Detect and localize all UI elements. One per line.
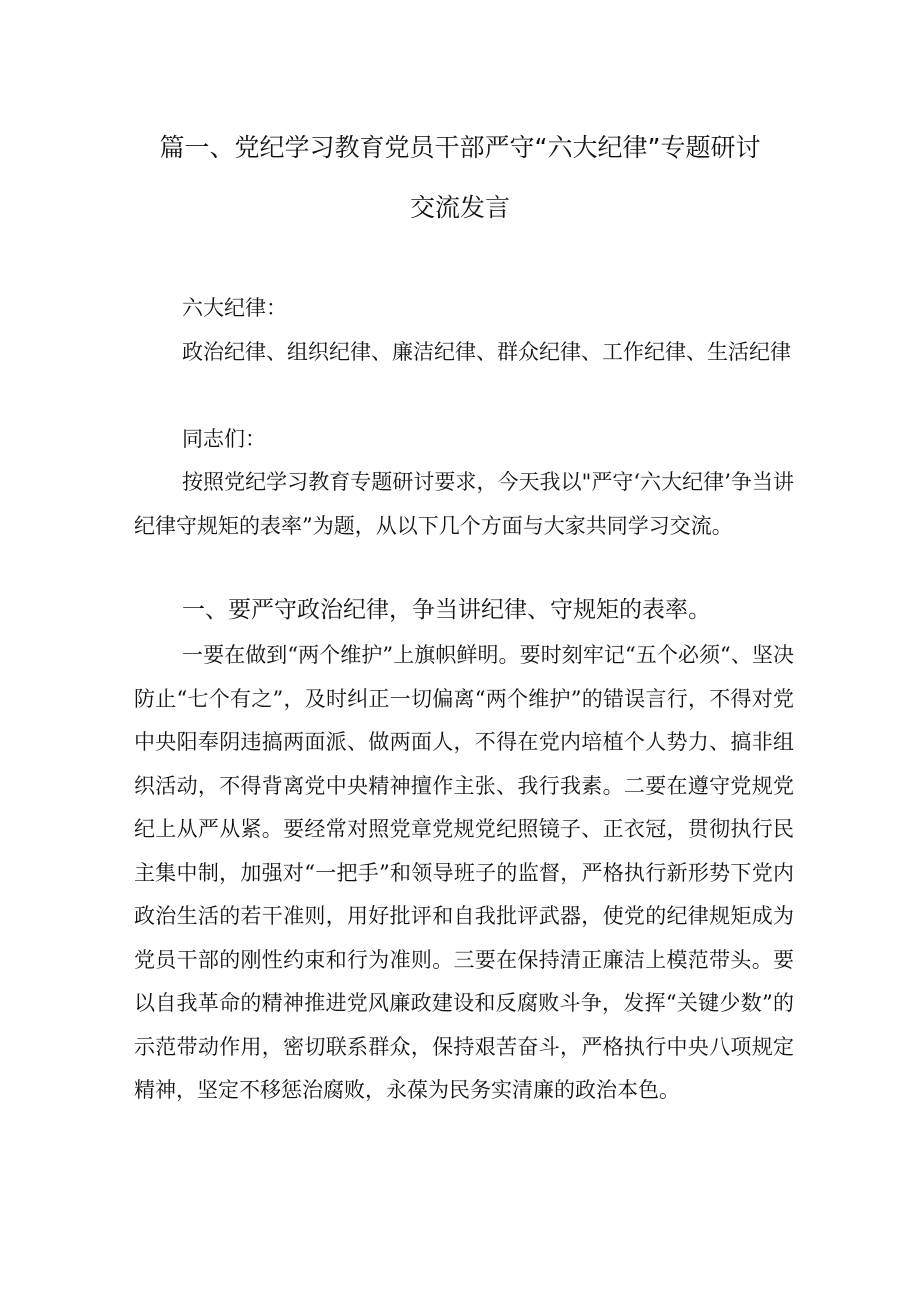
greeting: 同志们： [182,427,266,451]
section-1-heading: 一、要严守政治纪律，争当讲纪律、守规矩的表率。 [182,597,711,623]
disciplines-list: 政治纪律、组织纪律、廉洁纪律、群众纪律、工作纪律、生活纪律 [182,340,791,364]
document-title-line-1: 篇一、党纪学习教育党员干部严守“六大纪律”专题研讨 [159,133,761,162]
disciplines-label: 六大纪律： [182,296,287,320]
intro-paragraph: 按照党纪学习教育专题研讨要求，今天我以"严守‘六大纪律’争当讲纪律守规矩的表率”为题，从以下几个方面与大家共同学习交流。 [134,470,794,538]
section-1-body: 一要在做到“两个维护”上旗帜鲜明。要时刻牢记“五个必须“、坚决防止“七个有之”，及时纠正一切偏离“两个维护”的错误言行，不得对党中央阳奉阴违搞两面派、做两面人，不得在党内培植个人势力、搞非组织活动，不得背离党中央精神擅作主张、我行我素。二要在遵守党规党纪上从严从紧。要经常对照党章党规党纪照镜子、正衣冠，贯彻执行民主集中制，加强对“一把手”和领导班子的监督，严格执行新形势下党内政治生活的若干准则，用好批评和自我批评武器，使党的纪律规矩成为党员干部的刚性约束和行为准则。三要在保持清正廉洁上模范带头。要以自我革命的精神推进党风廉政建设和反腐败斗争，发挥“关键少数”的示范带动作用，密切联系群众，保持艰苦奋斗，严格执行中央八项规定精神，坚定不移惩治腐败，永葆为民务实清廉的政治本色。 [134,643,794,1102]
document-title-line-2: 交流发言 [409,193,510,222]
